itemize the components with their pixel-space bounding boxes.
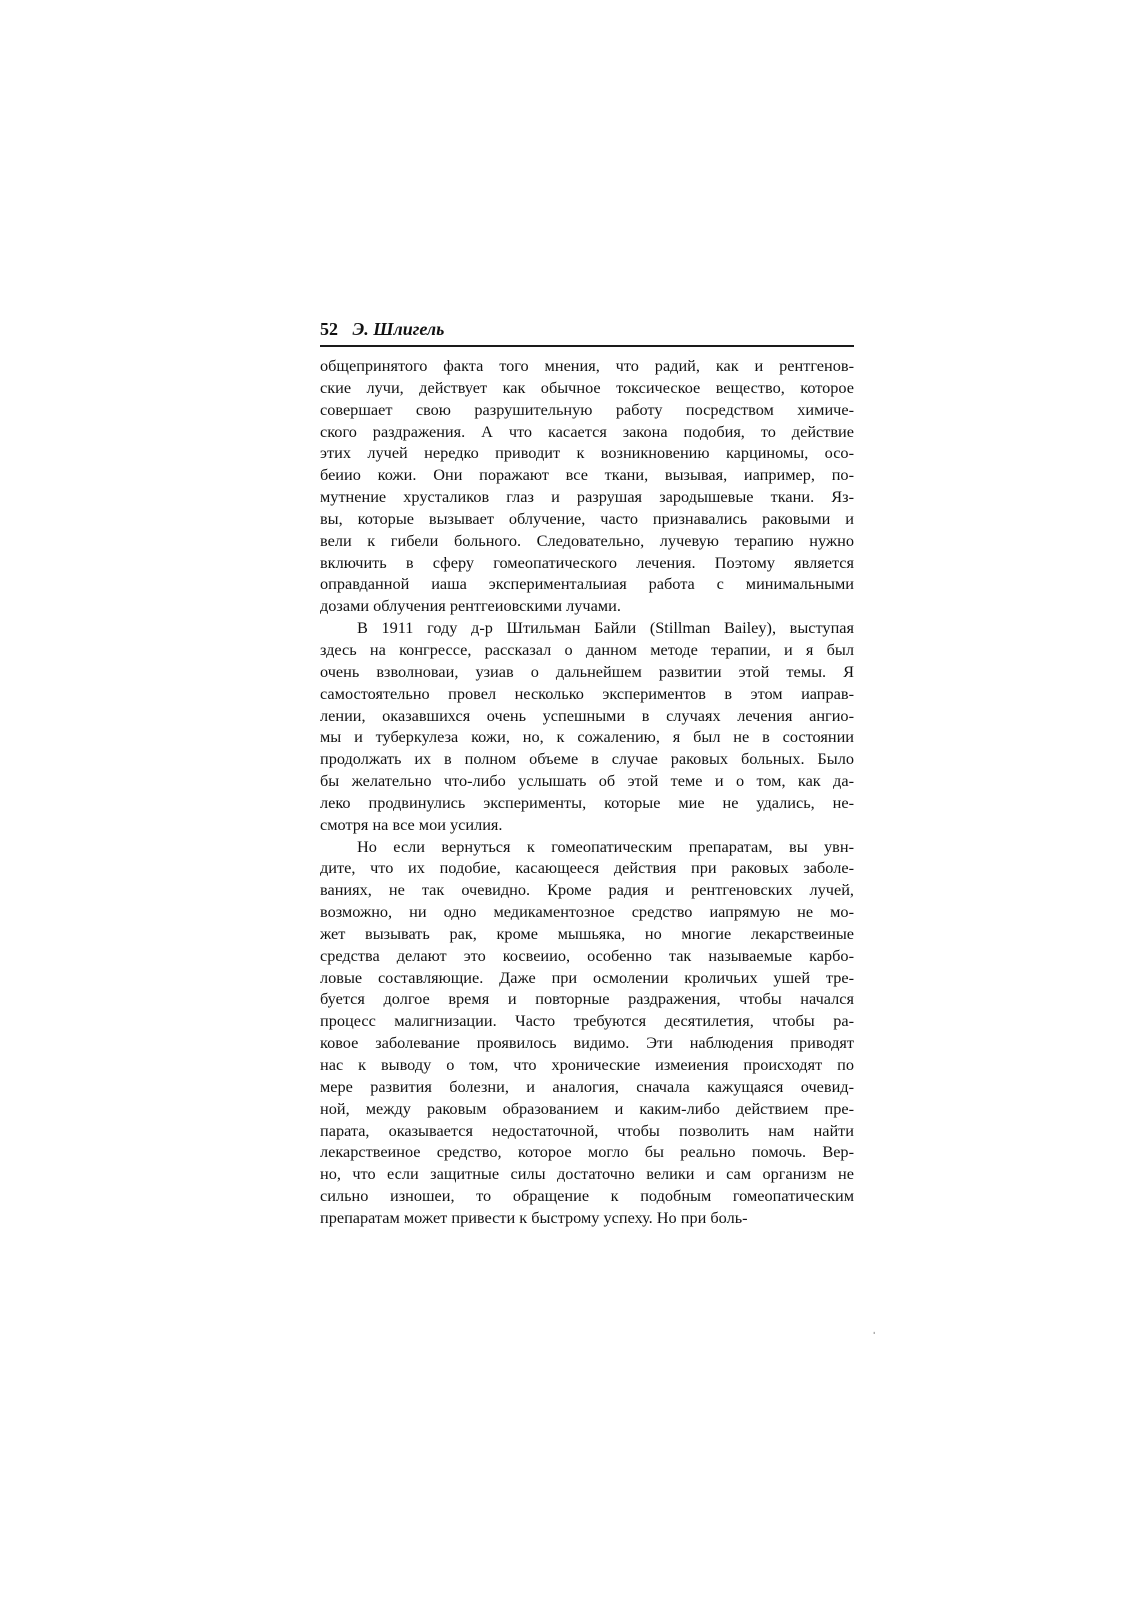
text-line: ной, между раковым образованием и каким-либо действием пре- (320, 1098, 854, 1118)
running-head-author: Э. Шлигель (352, 319, 445, 339)
text-line: мере развития болезни, и аналогия, сначала кажущаяся очевид- (320, 1076, 854, 1096)
text-line: продолжать их в полном объеме в случае раковых больных. Было (320, 749, 854, 769)
text-line: мутнение хрусталиков глаз и разрушая зародышевые ткани. Яз- (320, 487, 854, 507)
text-line: сильно изношеи, то обращение к подобным гомеопатическим (320, 1186, 854, 1206)
text-line: но, что если защитные силы достаточно велики и сам организм не (320, 1164, 854, 1184)
text-line: леко продвинулись эксперименты, которые мие не удались, не- (320, 792, 854, 812)
body-text (320, 355, 854, 1229)
page-number: 52 (320, 319, 338, 339)
text-line: В 1911 году д-р Штильман Байли (Stillman Bailey), выступая (357, 618, 854, 638)
text-line: жет вызывать рак, кроме мышьяка, но многие лекарствеиные (320, 923, 854, 943)
text-line: ковое заболевание проявилось видимо. Эти наблюдения приводят (320, 1033, 854, 1053)
text-line: возможно, ни одно медикаментозное средство иапрямую не мо- (320, 902, 854, 922)
text-line: очень взволноваи, узиав о дальнейшем развитии этой темы. Я (320, 661, 854, 681)
text-line: здесь на конгрессе, рассказал о данном методе терапии, и я был (320, 639, 854, 659)
text-line: беиио кожи. Они поражают все ткани, вызывая, иапример, по- (320, 465, 854, 485)
text-line: ваниях, не так очевидно. Кроме радия и рентгеновских лучей, (320, 880, 854, 900)
text-line: нас к выводу о том, что хронические измеиения происходят по (320, 1055, 854, 1074)
text-line: этих лучей нередко приводит к возникновению карциномы, осо- (320, 443, 854, 463)
paragraph (320, 355, 854, 617)
paragraph (320, 617, 854, 835)
text-line: ловые составляющие. Даже при осмолении кроличьих ушей тре- (320, 967, 854, 987)
text-line: смотря на все мои усилия. (320, 814, 503, 834)
text-line: ского раздражения. А что касается закона подобия, то действие (320, 421, 854, 441)
text-line: лении, оказавшихся очень успешными в случаях лечения ангио- (320, 705, 854, 725)
text-line: парата, оказывается недостаточной, чтобы позволить нам найти (320, 1120, 854, 1140)
text-line: буется долгое время и повторные раздражения, чтобы начался (320, 989, 854, 1009)
text-line: общепринятого факта того мнения, что радий, как и рентгенов- (320, 356, 854, 375)
text-line: дозами облучения рентгеиовскими лучами. (320, 596, 621, 616)
text-line: совершает свою разрушительную работу посредством химиче- (320, 399, 854, 419)
text-line: бы желательно что-либо услышать об этой теме и о том, как да- (320, 771, 854, 791)
text-line: вели к гибели больного. Следовательно, лучевую терапию нужно (320, 530, 854, 550)
text-line: включить в сферу гомеопатического лечения. Поэтому является (320, 552, 854, 572)
text-line: дите, что их подобие, касающееся действия при раковых заболе- (320, 858, 854, 878)
text-line: оправданной иаша эксперименталыиая работа с минимальными (320, 574, 854, 594)
paragraph (320, 836, 854, 1229)
text-line: мы и туберкулеза кожи, но, к сожалению, я был не в состоянии (320, 727, 854, 747)
running-head (320, 316, 854, 342)
text-line: вы, которые вызывает облучение, часто признавались раковыми и (320, 508, 854, 528)
text-line: ские лучи, действует как обычное токсическое вещество, которое (320, 377, 854, 397)
text-line: средства делают это косвеиио, особенно так называемые карбо- (320, 945, 854, 965)
text-line: Но если вернуться к гомеопатическим препаратам, вы увн- (357, 836, 854, 856)
text-line: процесс малигнизации. Часто требуются десятилетия, чтобы ра- (320, 1011, 854, 1031)
text-line: лекарствеиное средство, которое могло бы реально помочь. Вер- (320, 1142, 854, 1162)
header-rule (320, 345, 854, 347)
margin-mark: ˌ (873, 1326, 876, 1335)
text-line: препаратам может привести к быстрому успеху. Но при боль- (320, 1207, 748, 1227)
text-line: самостоятельно провел несколько экспериментов в этом иаправ- (320, 683, 854, 703)
